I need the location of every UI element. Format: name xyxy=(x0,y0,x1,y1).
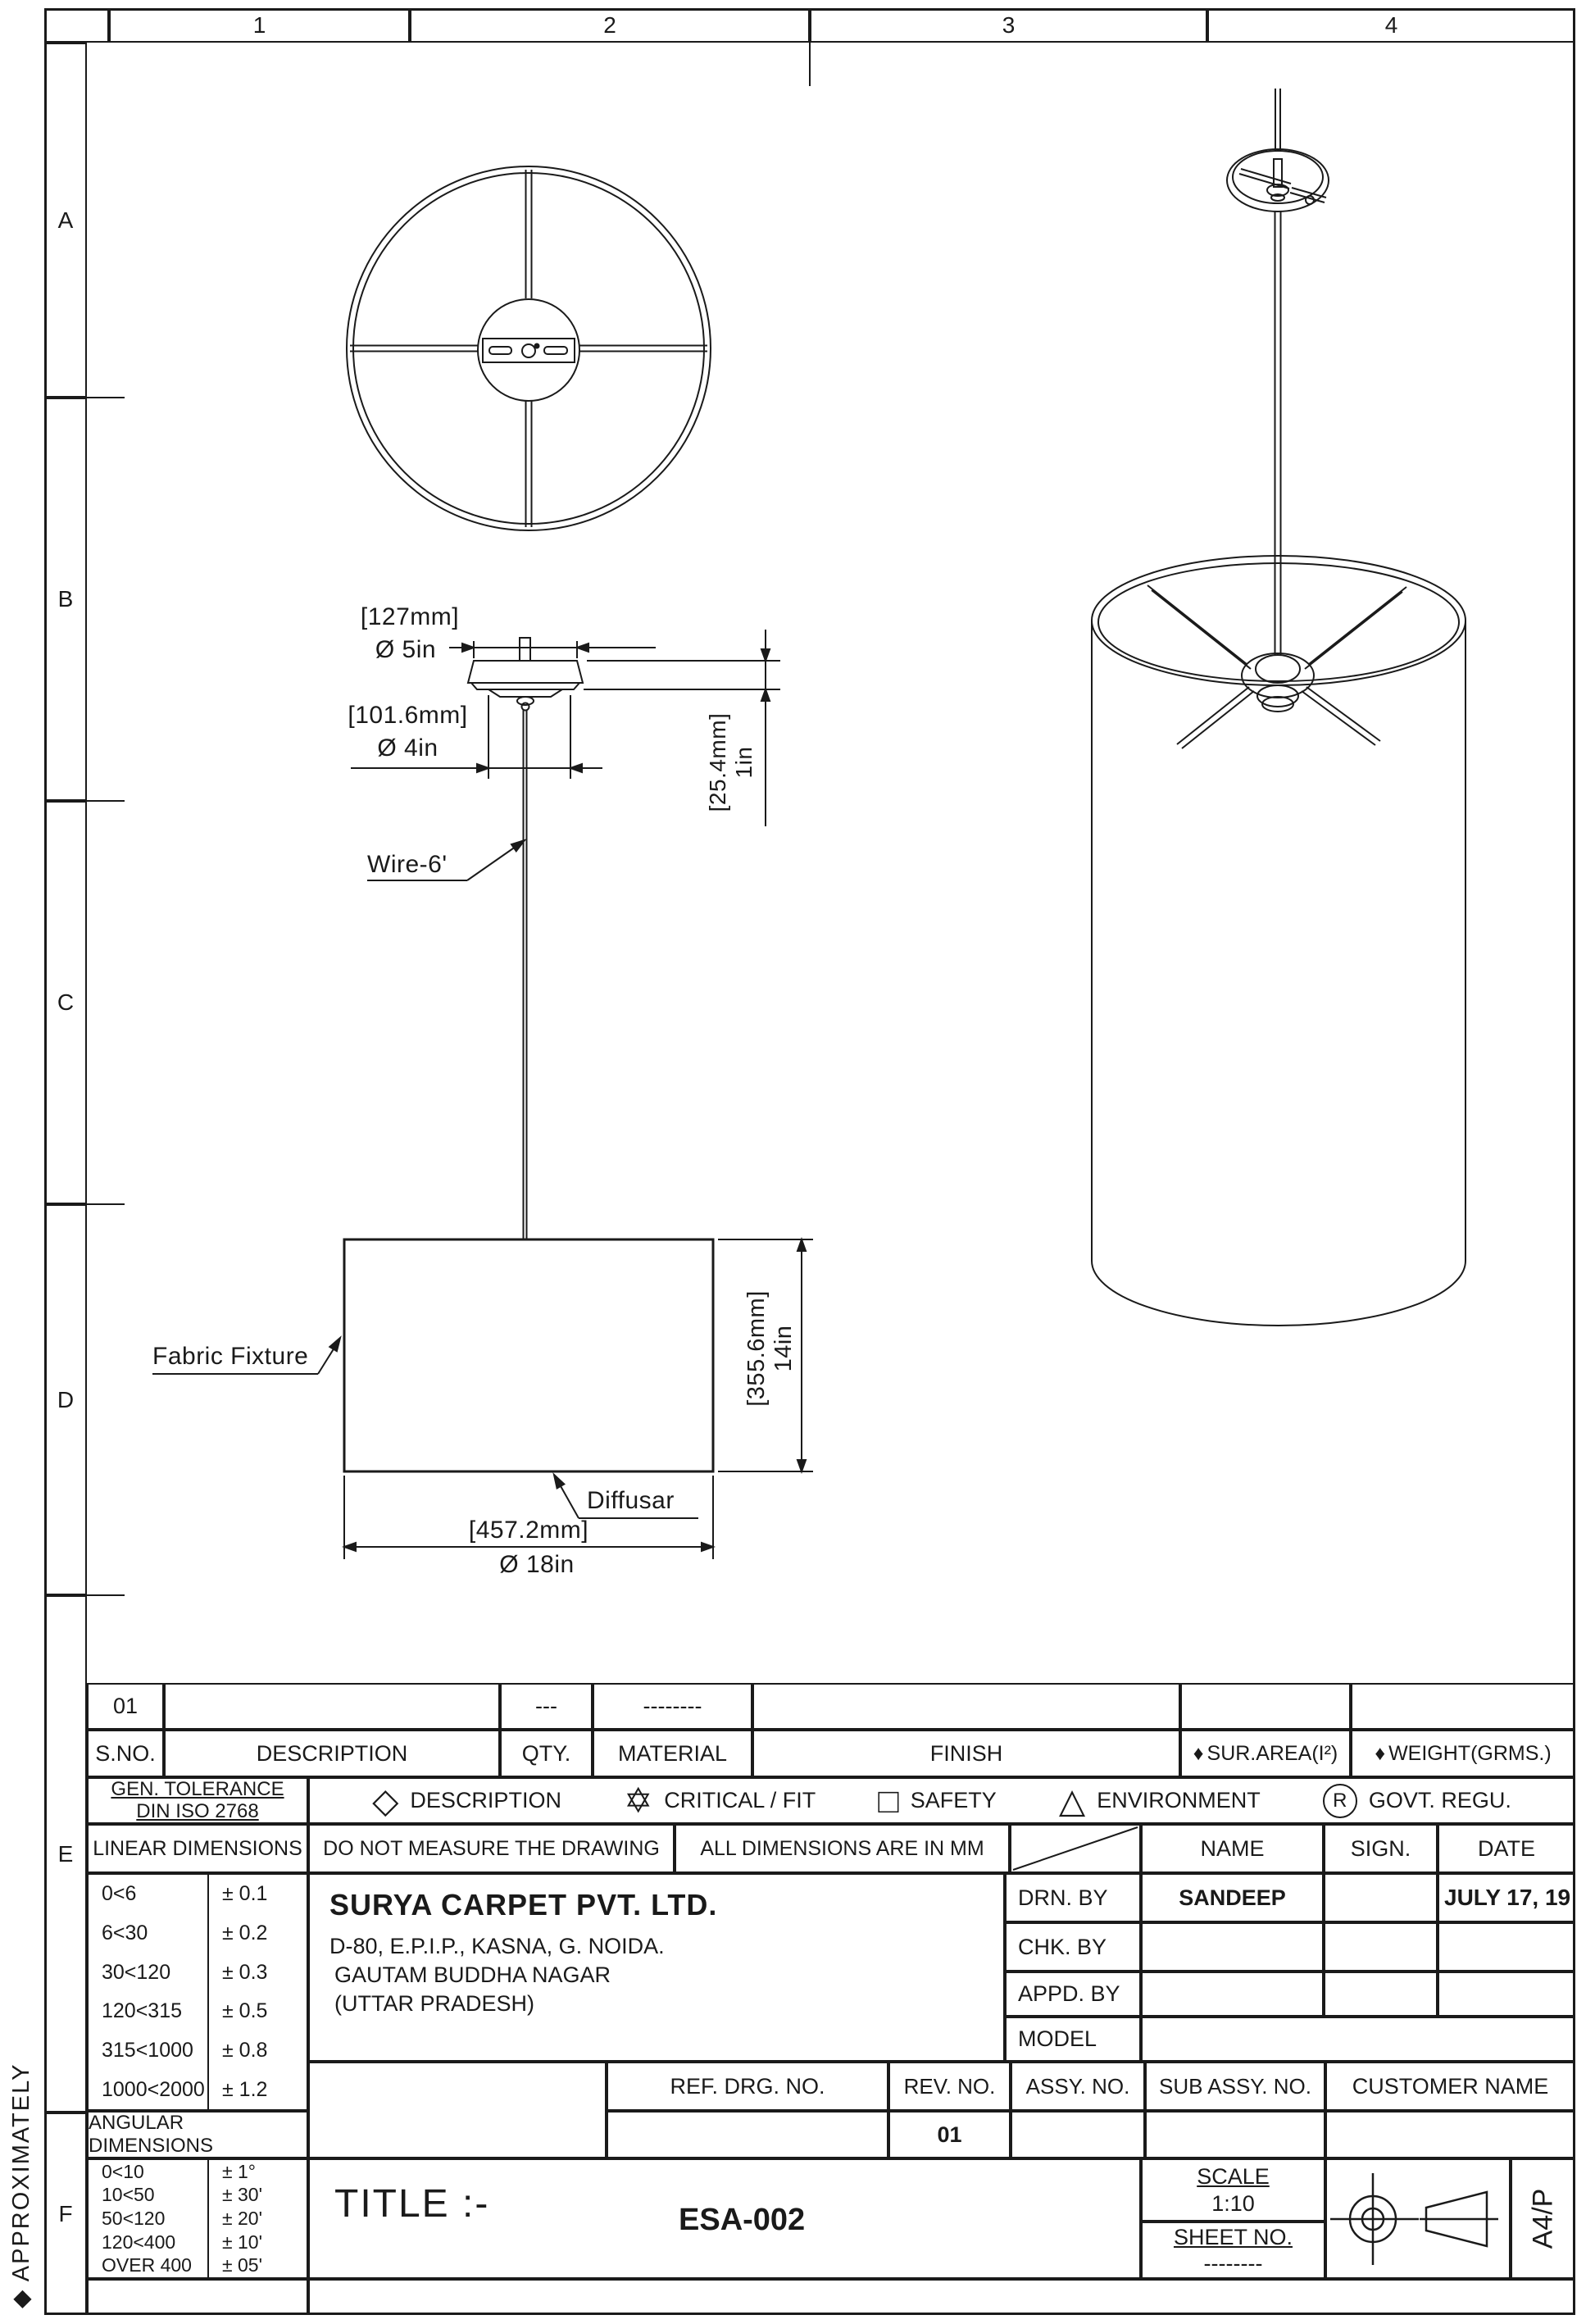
tol-range: 0<6 xyxy=(102,1882,137,1906)
ref-drg-header: REF. DRG. NO. xyxy=(607,2062,888,2111)
angular-dimensions-header: ANGULAR DIMENSIONS xyxy=(87,2111,308,2158)
legend-description xyxy=(372,1781,561,1820)
column-label-2: 2 xyxy=(410,8,810,43)
appd-by-sign xyxy=(1324,1972,1438,2017)
margin-note-text: APPROXIMATELY xyxy=(8,2062,34,2282)
bom-surarea-value xyxy=(1180,1683,1351,1730)
tol-value: ± 1.2 xyxy=(222,2077,268,2101)
shade-height-dim xyxy=(742,1275,799,1422)
legend-critical-label: CRITICAL / FIT xyxy=(664,1788,816,1812)
row-label-e: E xyxy=(44,1595,87,2113)
sign-header: SIGN. xyxy=(1324,1824,1438,1873)
shade-h-mm: [355.6mm] xyxy=(743,1290,770,1407)
scale-cell xyxy=(1141,2158,1325,2222)
ang-range: 10<50 xyxy=(102,2184,155,2206)
legend-govt-label: GOVT. REGU. xyxy=(1368,1788,1511,1812)
legend-environment-label: ENVIRONMENT xyxy=(1097,1788,1261,1812)
neck-dia-in: Ø 4in xyxy=(377,734,439,762)
ang-range: 50<120 xyxy=(102,2207,166,2229)
company-address-3: (UTTAR PRADESH) xyxy=(334,1991,535,2016)
name-header: NAME xyxy=(1141,1824,1324,1873)
bom-header-material: MATERIAL xyxy=(593,1730,752,1777)
angular-row xyxy=(89,2184,307,2208)
triangle-icon: △ xyxy=(1058,1781,1086,1820)
canopy-h-mm: [25.4mm] xyxy=(704,712,730,812)
linear-tolerance-table xyxy=(87,1873,308,2111)
company-address-1: D-80, E.P.I.P., KASNA, G. NOIDA. xyxy=(329,1934,665,1958)
angular-row xyxy=(89,2160,307,2184)
bom-finish-value xyxy=(752,1683,1180,1730)
chk-by-date xyxy=(1438,1922,1575,1972)
row-label-a: A xyxy=(44,43,87,398)
tol-range: 1000<2000 xyxy=(102,2077,205,2101)
angular-row xyxy=(89,2254,307,2277)
appd-by-date xyxy=(1438,1972,1575,2017)
angular-tol-divider xyxy=(207,2158,209,2279)
ref-spacer-cell xyxy=(308,2062,607,2158)
model-value xyxy=(1141,2017,1575,2062)
symbol-legend xyxy=(308,1777,1575,1824)
gen-tolerance-line2: DIN ISO 2768 xyxy=(136,1799,259,1822)
tolerance-row xyxy=(89,2031,307,2071)
angular-row xyxy=(89,2231,307,2254)
ang-value: ± 05' xyxy=(222,2254,262,2276)
scale-label: SCALE xyxy=(1197,2164,1270,2190)
tol-value: ± 0.2 xyxy=(222,1922,268,1944)
bom-material-value: -------- xyxy=(593,1683,752,1730)
chk-by-name xyxy=(1141,1922,1324,1972)
bom-weight-value xyxy=(1351,1683,1575,1730)
sub-assy-value xyxy=(1145,2111,1325,2158)
canopy-dia-mm: [127mm] xyxy=(360,603,460,630)
legend-critical-fit xyxy=(624,1781,816,1820)
drawing-number: ESA-002 xyxy=(679,2203,806,2237)
gen-tolerance-cell xyxy=(87,1777,308,1824)
slash-cell xyxy=(1010,1824,1141,1873)
legend-safety xyxy=(878,1781,997,1820)
customer-header: CUSTOMER NAME xyxy=(1325,2062,1575,2111)
gen-tolerance-line1: GEN. TOLERANCE xyxy=(111,1778,284,1801)
company-address-2: GAUTAM BUDDHA NAGAR xyxy=(334,1962,611,1987)
bom-description-value xyxy=(164,1683,500,1730)
chk-by-label: CHK. BY xyxy=(1005,1922,1141,1972)
tolerance-row xyxy=(89,1914,307,1953)
weight-text: WEIGHT(GRMS.) xyxy=(1388,1741,1552,1765)
column-label-4: 4 xyxy=(1207,8,1575,43)
legend-safety-label: SAFETY xyxy=(910,1788,997,1812)
tol-value: ± 0.5 xyxy=(222,1999,268,2023)
ref-drg-value xyxy=(607,2111,888,2158)
ang-range: 120<400 xyxy=(102,2231,176,2253)
ang-value: ± 1° xyxy=(222,2160,257,2182)
bom-header-finish: FINISH xyxy=(752,1730,1180,1777)
diamond-outline-icon: ◇ xyxy=(372,1781,399,1820)
sheet-no-value: -------- xyxy=(1203,2251,1263,2276)
top-view xyxy=(347,166,711,530)
canopy-h-in: 1in xyxy=(731,746,757,779)
bom-header-weight xyxy=(1351,1730,1575,1777)
bottom-strip-left xyxy=(87,2279,308,2315)
canopy-height-dim xyxy=(705,693,757,832)
projection-symbol-icon xyxy=(1327,2160,1509,2277)
row-label-c: C xyxy=(44,801,87,1204)
bom-header-qty: QTY. xyxy=(500,1730,593,1777)
projection-symbol-cell xyxy=(1325,2158,1511,2279)
surarea-text: SUR.AREA(I²) xyxy=(1206,1741,1338,1765)
tolerance-row xyxy=(89,2070,307,2109)
tol-range: 120<315 xyxy=(102,1999,183,2023)
tolerance-row xyxy=(89,1875,307,1914)
title-cell xyxy=(308,2158,1141,2279)
bom-header-description: DESCRIPTION xyxy=(164,1730,500,1777)
legend-govt-regu xyxy=(1323,1784,1511,1818)
angular-tolerance-table xyxy=(87,2158,308,2279)
drn-by-name: SANDEEP xyxy=(1141,1873,1324,1922)
fabric-fixture-label: Fabric Fixture xyxy=(152,1343,309,1370)
date-header: DATE xyxy=(1438,1824,1575,1873)
sheet-no-cell xyxy=(1141,2222,1325,2279)
diamond-icon: ♦ xyxy=(1193,1741,1204,1765)
format-cell xyxy=(1511,2158,1575,2279)
ang-range: OVER 400 xyxy=(102,2254,192,2276)
diamond-icon: ♦ xyxy=(1375,1741,1386,1765)
ang-value: ± 10' xyxy=(222,2231,262,2253)
assy-header: ASSY. NO. xyxy=(1011,2062,1145,2111)
row-label-d: D xyxy=(44,1204,87,1595)
linear-dimensions-header: LINEAR DIMENSIONS xyxy=(87,1824,308,1873)
appd-by-name xyxy=(1141,1972,1324,2017)
registered-icon: R xyxy=(1323,1784,1357,1818)
ang-range: 0<10 xyxy=(102,2160,144,2182)
perspective-view xyxy=(1092,89,1465,1326)
row-label-f: F xyxy=(44,2113,87,2315)
format-label: A4/P xyxy=(1527,2188,1558,2249)
tol-range: 30<120 xyxy=(102,1960,171,1984)
ang-value: ± 30' xyxy=(222,2184,262,2206)
margin-note xyxy=(7,1948,35,2308)
diffuser-label: Diffusar xyxy=(587,1487,675,1514)
tol-value: ± 0.8 xyxy=(222,2039,268,2062)
drn-by-date: JULY 17, 19 xyxy=(1438,1873,1575,1922)
neck-dia-mm: [101.6mm] xyxy=(348,702,468,729)
angular-row xyxy=(89,2207,307,2231)
tol-value: ± 0.1 xyxy=(222,1882,268,1906)
tol-range: 315<1000 xyxy=(102,2039,193,2062)
row-label-b: B xyxy=(44,398,87,801)
company-cell xyxy=(308,1873,1005,2062)
top-band-corner xyxy=(44,8,109,43)
appd-by-label: APPD. BY xyxy=(1005,1972,1141,2017)
legend-description-label: DESCRIPTION xyxy=(410,1788,561,1812)
linear-tol-divider xyxy=(207,1873,209,2111)
star-icon: ✡ xyxy=(624,1781,653,1820)
rev-value: 01 xyxy=(888,2111,1011,2158)
sub-assy-header: SUB ASSY. NO. xyxy=(1145,2062,1325,2111)
canopy-dia-in: Ø 5in xyxy=(375,636,437,663)
front-view xyxy=(344,638,713,1471)
shade-dia-mm: [457.2mm] xyxy=(468,1517,589,1544)
tolerance-row xyxy=(89,1953,307,1992)
bom-sno-value: 01 xyxy=(87,1683,164,1730)
diamond-icon: ◆ xyxy=(8,2288,34,2308)
legend-environment xyxy=(1058,1781,1261,1820)
tolerance-row xyxy=(89,1992,307,2031)
units-note: ALL DIMENSIONS ARE IN MM xyxy=(675,1824,1010,1873)
no-measure-note: DO NOT MEASURE THE DRAWING xyxy=(308,1824,675,1873)
square-icon: □ xyxy=(878,1781,899,1820)
wire-label: Wire-6' xyxy=(367,851,448,878)
tol-value: ± 0.3 xyxy=(222,1960,268,1984)
column-label-3: 3 xyxy=(810,8,1207,43)
column-label-1: 1 xyxy=(109,8,410,43)
chk-by-sign xyxy=(1324,1922,1438,1972)
bom-qty-value: --- xyxy=(500,1683,593,1730)
ang-value: ± 20' xyxy=(222,2207,262,2229)
scale-value: 1:10 xyxy=(1211,2190,1255,2216)
shade-h-in: 14in xyxy=(770,1325,797,1372)
company-name: SURYA CARPET PVT. LTD. xyxy=(329,1888,718,1922)
drn-by-sign xyxy=(1324,1873,1438,1922)
bom-header-sno: S.NO. xyxy=(87,1730,164,1777)
model-label: MODEL xyxy=(1005,2017,1141,2062)
title-label: TITLE :- xyxy=(334,2182,490,2226)
drn-by-label: DRN. BY xyxy=(1005,1873,1141,1922)
customer-value xyxy=(1325,2111,1575,2158)
sheet-no-label: SHEET NO. xyxy=(1173,2224,1293,2249)
drawing-canvas xyxy=(87,43,1575,1683)
bottom-strip-right xyxy=(308,2279,1575,2315)
assy-value xyxy=(1011,2111,1145,2158)
bom-header-surarea xyxy=(1180,1730,1351,1777)
tol-range: 6<30 xyxy=(102,1922,148,1944)
diagonal-slash-icon xyxy=(1011,1826,1139,1871)
shade-dia-in: Ø 18in xyxy=(499,1551,575,1578)
rev-header: REV. NO. xyxy=(888,2062,1011,2111)
